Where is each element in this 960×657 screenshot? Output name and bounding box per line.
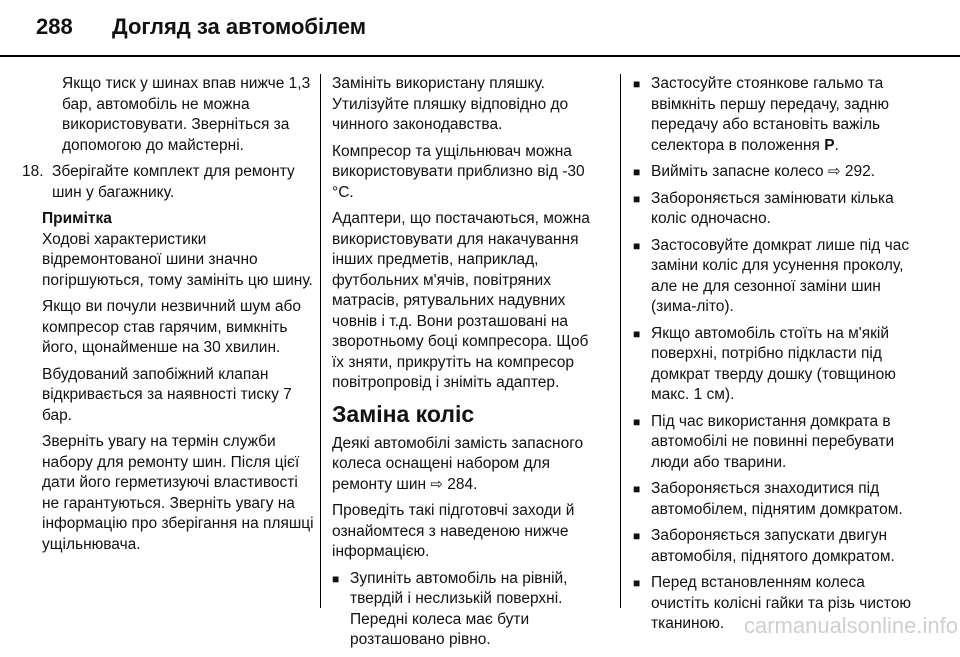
column-divider [320, 74, 321, 608]
bullet-text: Під час використання домкрата в автомобілі не повинні перебувати люди або тварини. [651, 412, 895, 471]
paragraph: Компресор та ущільнювач можна використовувати приблизно від -30 °C. [332, 142, 585, 201]
column-left [22, 74, 317, 561]
site-watermark: carmanualsonline.info [743, 613, 958, 638]
page-title: Догляд за автомобілем [112, 14, 367, 39]
column-middle [332, 74, 604, 657]
bullet-item [332, 569, 604, 651]
bullet-item [633, 189, 915, 230]
bullet-item [633, 236, 915, 318]
header-rule [0, 0, 960, 57]
bullet-square-icon: ■ [633, 414, 641, 429]
step-number: 18. [22, 163, 44, 180]
bullet-text [651, 74, 915, 156]
bullet-text: Перед встановленням колеса очистіть колісні гайки та різь чистою тканиною. [651, 574, 911, 632]
step-text: Зберігайте комплект для ремонту шин у багажнику. [52, 163, 295, 201]
column-right [633, 74, 915, 641]
page-number: 288 [36, 14, 73, 39]
bullet-text: Забороняється запускати двигун автомобіля, піднятого домкратом. [651, 527, 895, 565]
bullet-square-icon: ■ [633, 77, 641, 91]
page-reference[interactable]: 292. [844, 163, 876, 180]
bullet-item [633, 412, 915, 474]
bullet-item [633, 74, 915, 156]
paragraph-with-reference [332, 434, 604, 496]
note-paragraph: Вбудований запобіжний клапан відкривається за наявності тиску 7 бар. [42, 365, 292, 424]
bullet-square-icon: ■ [633, 482, 641, 496]
paragraph: Замініть використану пляшку. Утилізуйте пляшку відповідно до чинного законодавства. [332, 75, 569, 133]
bullet-square-icon: ■ [633, 576, 641, 590]
paragraph-text: Деякі автомобілі замість запасного колеса оснащені набором для ремонту шин [332, 434, 584, 493]
bullet-item [633, 479, 915, 520]
bullet-item [633, 526, 915, 567]
paragraph: Адаптери, що постачаються, можна використовувати для накачування інших предметів, наприклад, футбольних м'ячів, повітряних матрасів, рятувальних надувних човнів і т.д. Вони розташовані на зворотньому боці компресора. Щоб їх зняти, прикрутіть на компресор повітропровід і зніміть адаптер. [332, 210, 590, 391]
page-reference[interactable]: 284. [447, 475, 478, 493]
note-title: Примітка [42, 210, 112, 227]
bullet-square-icon: ■ [633, 191, 641, 206]
bullet-text-part: Вийміть запасне колесо [651, 163, 824, 180]
bullet-text: Якщо автомобіль стоїть на м'якій поверхні, потрібно підкласти під домкрат тверду дошку (товщиною макс. 1 см). [651, 324, 896, 403]
paragraph: Проведіть такі підготовчі заходи й ознайомтеся з наведеною нижче інформацією. [332, 502, 575, 560]
bullet-item [633, 162, 915, 183]
note-paragraph: Ходові характеристики відремонтованої шини значно погіршуються, тому замініть цю шину. [42, 230, 313, 289]
bullet-square-icon: ■ [633, 238, 641, 253]
bullet-text: Забороняється знаходитися під автомобілем, піднятим домкратом. [651, 480, 903, 518]
bullet-item [633, 324, 915, 406]
note-paragraph: Зверніть увагу на термін служби набору для ремонту шин. Після цієї дати його герметизуючі властивості не гарантуються. Зверніть увагу на інформацію про зберігання на пляшці ущільнювача. [42, 433, 314, 553]
column-divider [620, 74, 621, 608]
selector-position-label: P [824, 136, 835, 154]
bullet-text-part: Застосуйте стоянкове гальмо та ввімкніть першу передачу, задню передачу або встановіть важіль селектора в положення [651, 75, 890, 154]
numbered-step [22, 162, 317, 203]
bullet-text-end: . [834, 136, 839, 154]
note-paragraph: Якщо ви почули незвичний шум або компресор став гарячим, вимкніть його, щонайменше на 30 хвилин. [42, 298, 302, 356]
bullet-text: Забороняється замінювати кілька коліс одночасно. [651, 189, 894, 227]
section-heading: Заміна коліс [332, 400, 475, 427]
bullet-text: Зупиніть автомобіль на рівній, твердій і неслизькій поверхні. Передні колеса має бути розташовано рівно. [350, 569, 568, 648]
bullet-square-icon: ■ [633, 529, 641, 543]
bullet-square-icon: ■ [633, 326, 641, 341]
paragraph: Якщо тиск у шинах впав нижче 1,3 бар, автомобіль не можна використовувати. Зверніться за допомогою до майстерні. [62, 75, 311, 154]
bullet-square-icon: ■ [633, 165, 641, 179]
bullet-text: Застосовуйте домкрат лише під час заміни коліс для усунення проколу, але не для сезонної заміни шин (зима-літо). [651, 236, 910, 315]
page-reference-arrow-icon: ⇨ [827, 163, 841, 180]
bullet-square-icon: ■ [332, 571, 340, 586]
page-reference-arrow-icon: ⇨ [430, 475, 443, 493]
bullet-text [651, 162, 915, 183]
